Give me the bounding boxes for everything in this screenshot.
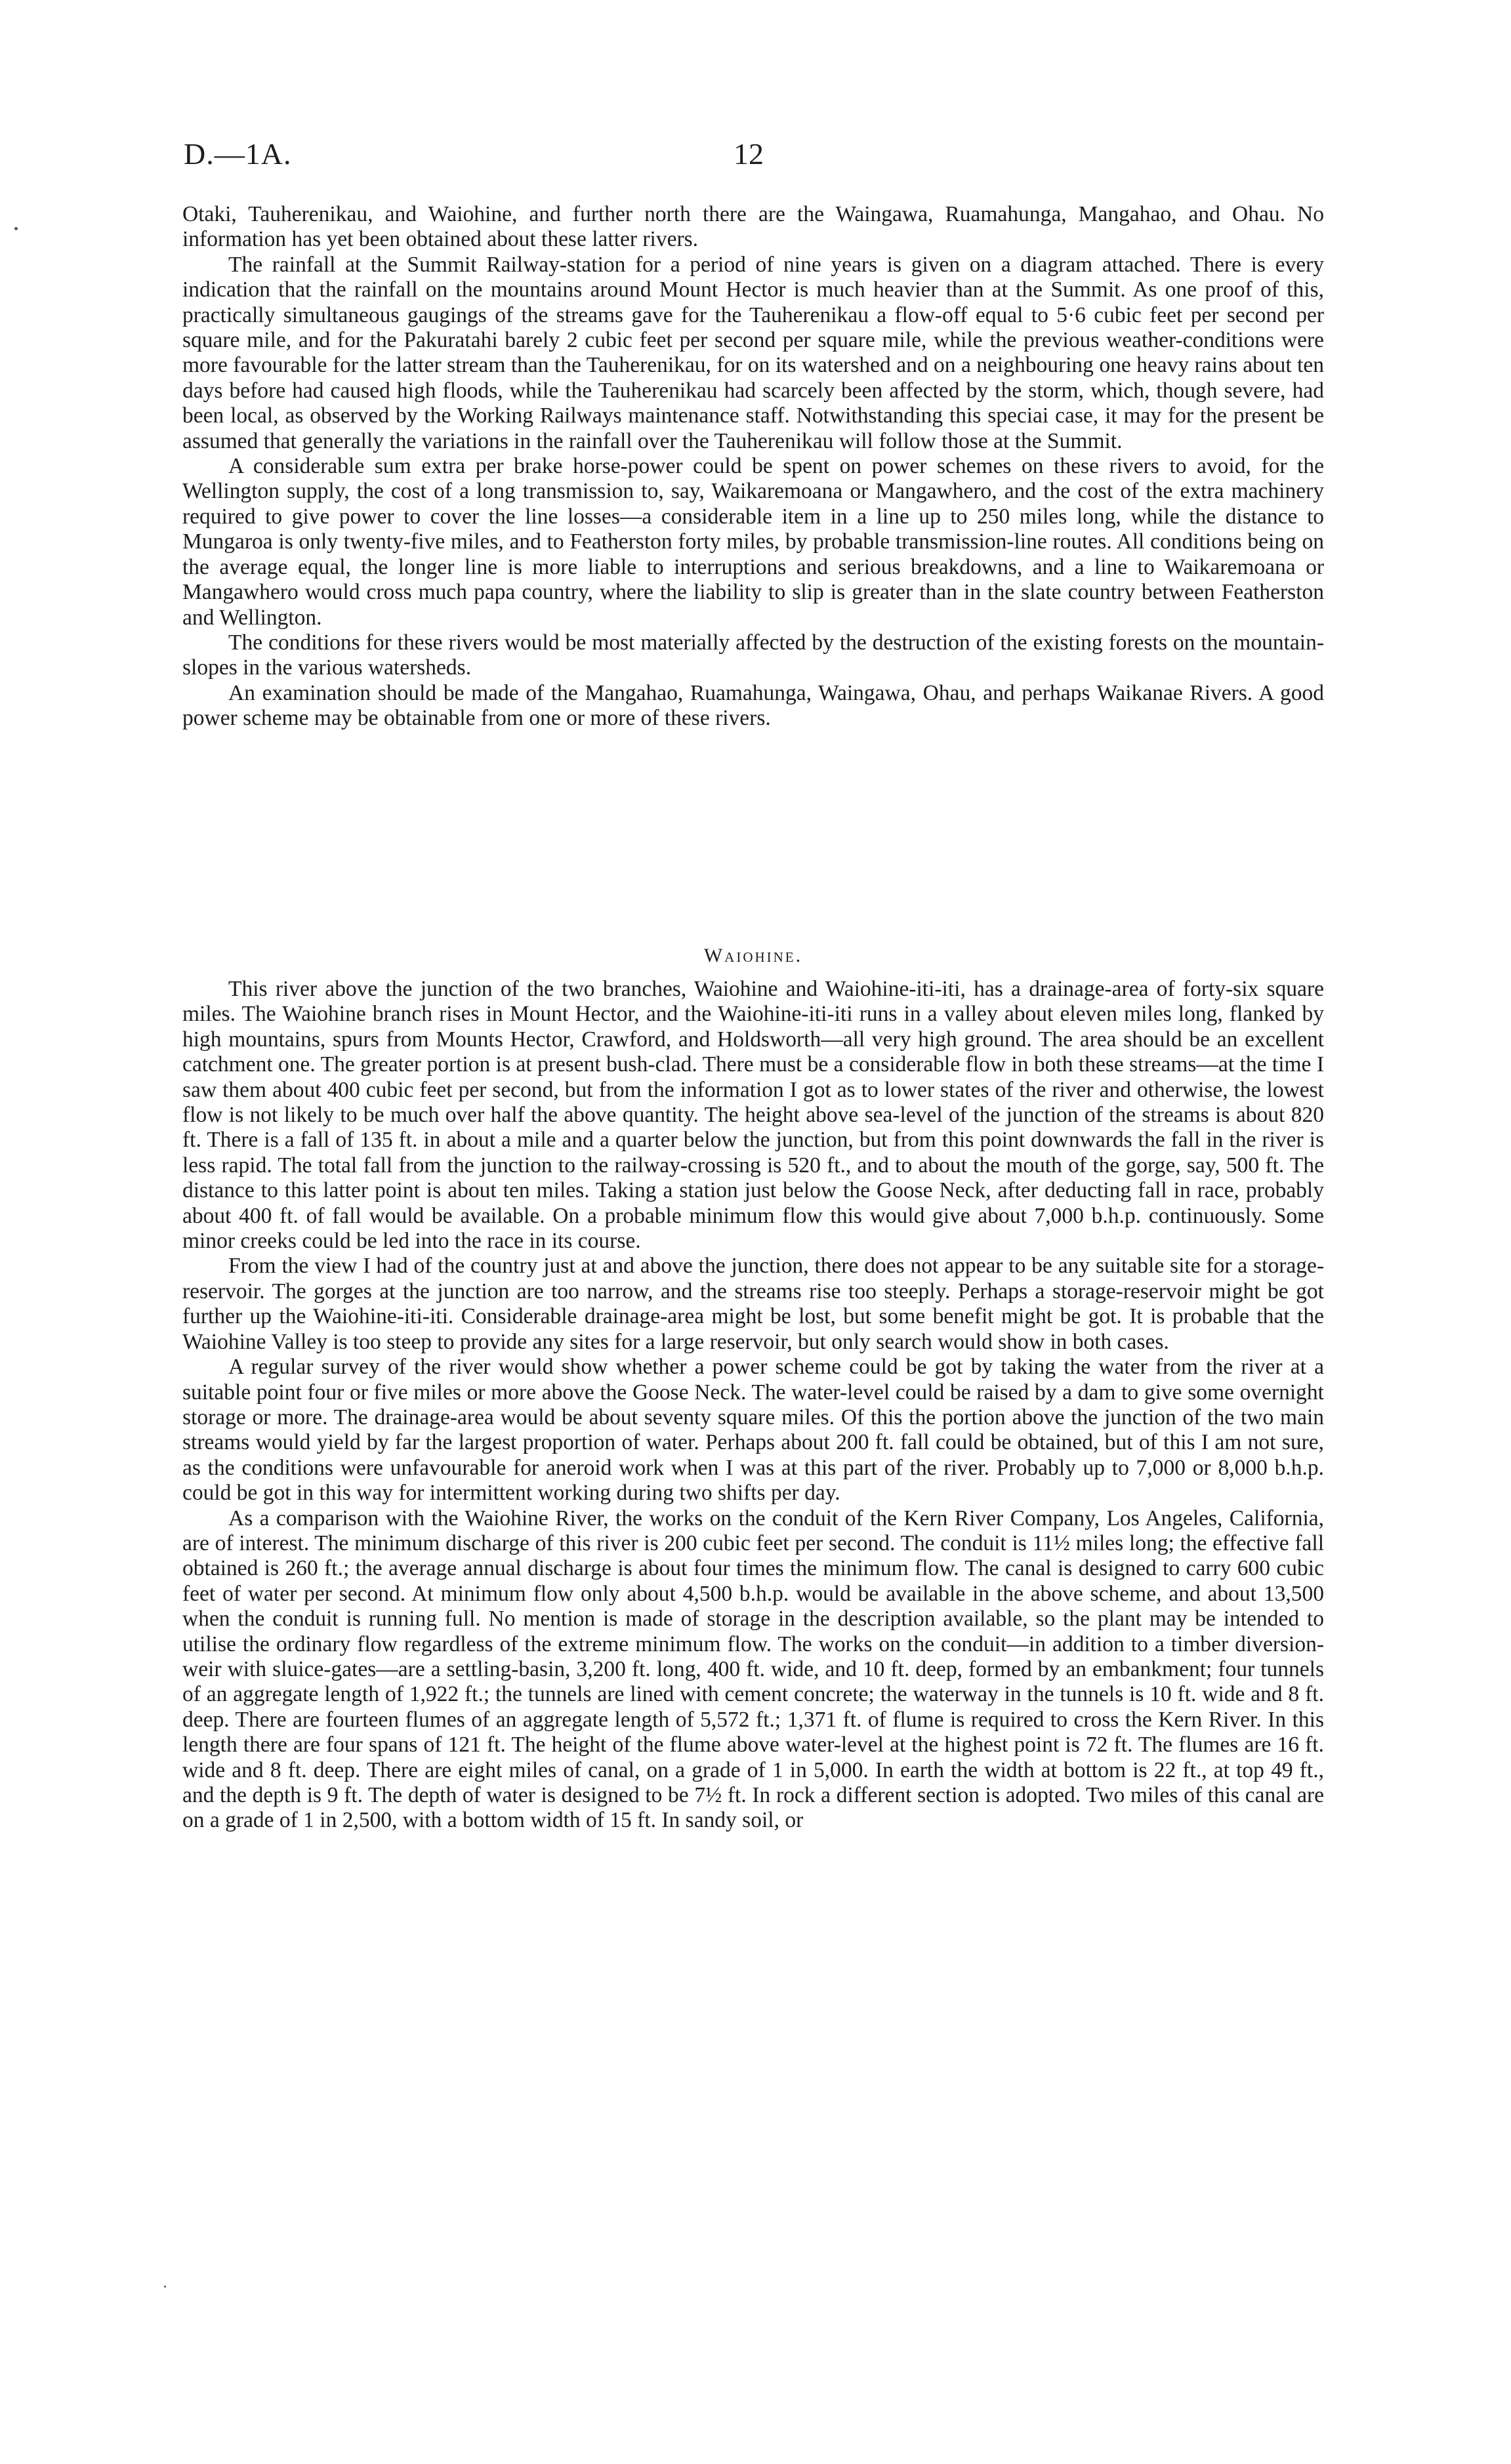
paragraph: A regular survey of the river would show whether a power scheme could be got by taking the water from the river at a suitable point four or five miles or more above the Goose Neck. The water-level could be raised by a dam to give some overnight storage or more. The drainage-area would be about seventy square miles. Of this the portion above the junction of the two main streams would yield by far the largest proportion of water. Perhaps about 200 ft. fall could be obtained, but of this I am not sure, as the conditions were unfavourable for aneroid work when I was at this part of the river. Probably up to 7,000 or 8,000 b.h.p. could be got in this way for intermittent working during two shifts per day. <box>182 1355 1324 1506</box>
running-head <box>182 136 1324 176</box>
paragraph: An examination should be made of the Mangahao, Ruamahunga, Waingawa, Ohau, and perhaps Waikanae Rivers. A good power scheme may be obtainable from one or more of these rivers. <box>182 680 1324 731</box>
paragraph: From the view I had of the country just at and above the junction, there does not appear to be any suitable site for a storage-reservoir. The gorges at the junction are too narrow, and the streams rise too steeply. Perhaps a storage-reservoir might be got further up the Waiohine-iti-iti. Considerable drainage-area might be lost, but some benefit might be got. It is probable that the Waiohine Valley is too steep to provide any sites for a large reservoir, but only search would show in both cases. <box>182 1254 1324 1354</box>
paragraph: The conditions for these rivers would be most materially affected by the destruction of the existing forests on the mountain-slopes in the various watersheds. <box>182 630 1324 680</box>
paragraph: Otaki, Tauherenikau, and Waiohine, and further north there are the Waingawa, Ruamahunga, Mangahao, and Ohau. No information has yet been obtained about these latter rivers. <box>182 202 1324 252</box>
paragraph: A considerable sum extra per brake horse-power could be spent on power schemes on these rivers to avoid, for the Wellington supply, the cost of a long transmission to, say, Waikaremoana or Mangawhero, and the cost of the extra machinery required to give power to cover the line losses—a considerable item in a line up to 250 miles long, while the distance to Mungaroa is only twenty-five miles, and to Featherston forty miles, by probable transmission-line routes. All conditions being on the average equal, the longer line is more liable to interruptions and serious breakdowns, and a line to Waikaremoana or Mangawhero would cross much papa country, where the liability to slip is greater than in the slate country between Featherston and Wellington. <box>182 454 1324 630</box>
scan-speck <box>164 2286 166 2288</box>
paragraph: This river above the junction of the two branches, Waiohine and Waiohine-iti-iti, has a drainage-area of forty-six square miles. The Waiohine branch rises in Mount Hector, and the Waiohine-iti-iti runs in a valley about eleven miles long, flanked by high mountains, spurs from Mounts Hector, Crawford, and Holdsworth—all very high ground. The area should be an excellent catchment one. The greater portion is at present bush-clad. There must be a considerable flow in both these streams—at the time I saw them about 400 cubic feet per second, but from the information I got as to lower states of the river and otherwise, the lowest flow is not likely to be much over half the above quantity. The height above sea-level of the junction of the streams is about 820 ft. There is a fall of 135 ft. in about a mile and a quarter below the junction, but from this point downwards the fall in the river is less rapid. The total fall from the junction to the railway-crossing is 520 ft., and to about the mouth of the gorge, say, 500 ft. The distance to this latter point is about ten miles. Taking a station just below the Goose Neck, after deducting fall in race, probably about 400 ft. of fall would be available. On a probable minimum flow this would give about 7,000 b.h.p. continuously. Some minor creeks could be led into the race in its course. <box>182 977 1324 1254</box>
document-page <box>182 0 1324 2464</box>
document-reference: D.—1A. <box>184 137 292 171</box>
paragraph: As a comparison with the Waiohine River, the works on the conduit of the Kern River Company, Los Angeles, California, are of interest. The minimum discharge of this river is 200 cubic feet per second. The conduit is 11½ miles long; the effective fall obtained is 260 ft.; the average annual discharge is about four times the minimum flow. The canal is designed to carry 600 cubic feet of water per second. At minimum flow only about 4,500 b.h.p. would be available in the above scheme, and about 13,500 when the conduit is running full. No mention is made of storage in the description available, so the plant may be intended to utilise the ordinary flow regardless of the extreme minimum flow. The works on the conduit—in addition to a timber diversion-weir with sluice-gates—are a settling-basin, 3,200 ft. long, 400 ft. wide, and 10 ft. deep, formed by an embankment; four tunnels of an aggregate length of 1,922 ft.; the tunnels are lined with cement concrete; the waterway in the tunnels is 10 ft. wide and 8 ft. deep. There are fourteen flumes of an aggregate length of 5,572 ft.; 1,371 ft. of flume is required to cross the Kern River. In this length there are four spans of 121 ft. The height of the flume above water-level at the highest point is 72 ft. The flumes are 16 ft. wide and 8 ft. deep. There are eight miles of canal, on a grade of 1 in 5,000. In earth the width at bottom is 22 ft., at top 49 ft., and the depth is 9 ft. The depth of water is designed to be 7½ ft. In rock a different section is adopted. Two miles of this canal are on a grade of 1 in 2,500, with a bottom width of 15 ft. In sandy soil, or <box>182 1506 1324 1833</box>
section-2-body <box>182 977 1324 1834</box>
section-heading-waiohine: Waiohine. <box>703 945 803 966</box>
scan-speck <box>14 227 18 230</box>
section-1-body <box>182 202 1324 731</box>
page-number: 12 <box>734 137 764 171</box>
paragraph: The rainfall at the Summit Railway-station for a period of nine years is given on a diagram attached. There is every indication that the rainfall on the mountains around Mount Hector is much heavier than at the Summit. As one proof of this, practically simultaneous gaugings of the streams gave for the Tauherenikau a flow-off equal to 5·6 cubic feet per second per square mile, and for the Pakuratahi barely 2 cubic feet per second per square mile, while the previous weather-conditions were more favourable for the latter stream than the Tauherenikau, for on its watershed and on a neighbouring one heavy rains about ten days before had caused high floods, while the Tauherenikau had scarcely been affected by the storm, which, though severe, had been local, as observed by the Working Railways maintenance staff. Notwithstanding this speciai case, it may for the present be assumed that generally the variations in the rainfall over the Tauherenikau will follow those at the Summit. <box>182 252 1324 453</box>
